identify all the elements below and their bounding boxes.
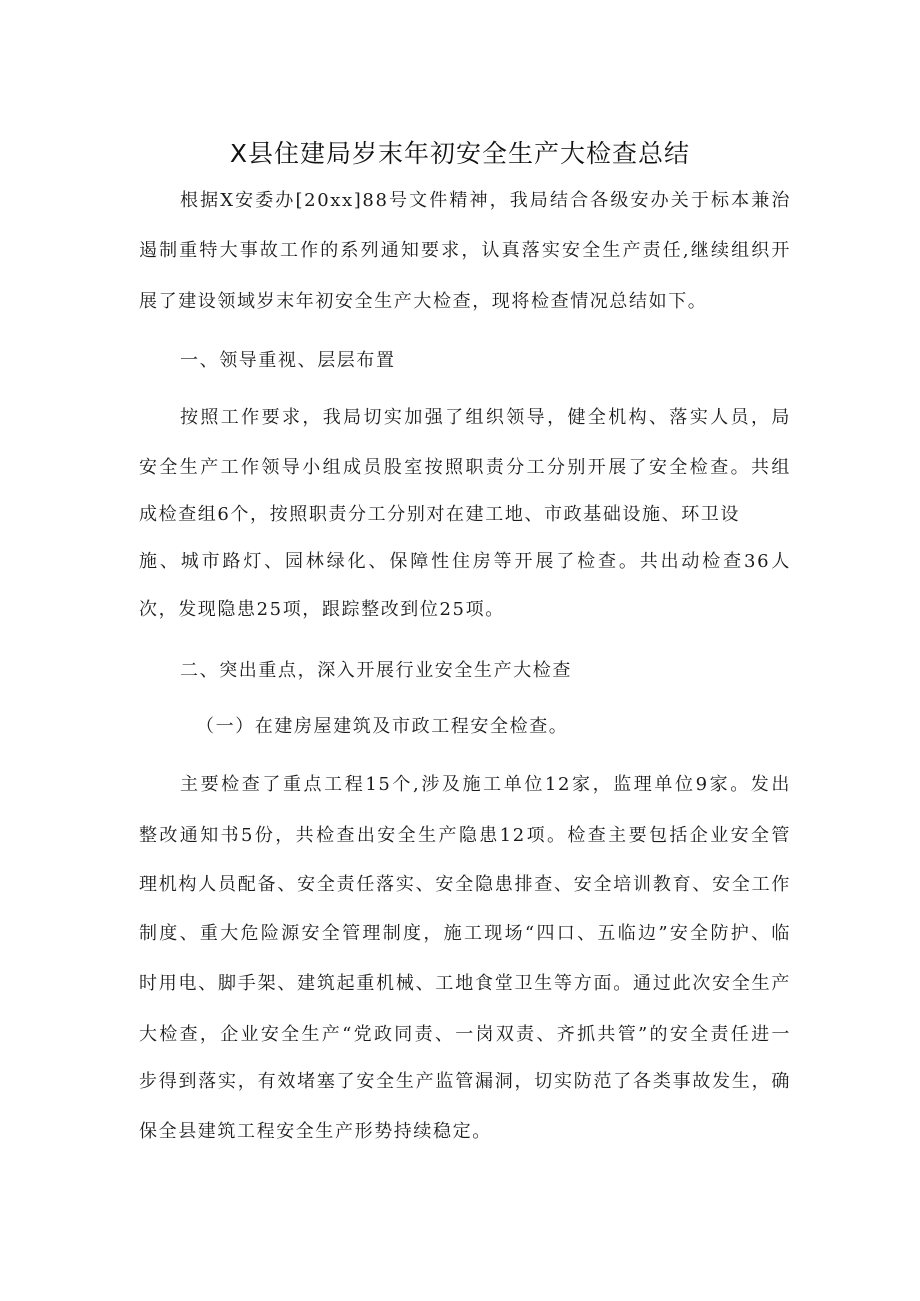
section1-heading: 一、领导重视、层层布置 — [180, 350, 396, 371]
document-title: X县住建局岁末年初安全生产大检查总结 — [229, 139, 691, 168]
intro-line-3: 展了建设领域岁末年初安全生产大检查，现将检查情况总结如下。 — [139, 291, 708, 312]
section1-line-4: 施、城市路灯、园林绿化、保障性住房等开展了检查。共出动检查36人 — [139, 551, 791, 572]
section1-line-2: 安全生产工作领导小组成员股室按照职责分工分别开展了安全检查。共组 — [139, 457, 791, 478]
intro-line-1: 根据X安委办[20xx]88号文件精神，我局结合各级安办关于标本兼治 — [180, 190, 791, 211]
section2-line-4: 制度、重大危险源安全管理制度，施工现场“四口、五临边”安全防护、临 — [139, 923, 791, 944]
section1-line-5: 次，发现隐患25项，跟踪整改到位25项。 — [139, 599, 505, 620]
section2-heading: 二、突出重点，深入开展行业安全生产大检查 — [180, 660, 572, 681]
section2-line-6: 大检查，企业安全生产“党政同责、一岗双责、齐抓共管”的安全责任进一 — [139, 1024, 791, 1045]
section2-line-3: 理机构人员配备、安全责任落实、安全隐患排查、安全培训教育、安全工作 — [139, 874, 791, 895]
section2-line-7: 步得到落实，有效堵塞了安全生产监管漏洞，切实防范了各类事故发生，确 — [139, 1071, 791, 1092]
section1-line-3: 成检查组6个，按照职责分工分别对在建工地、市政基础设施、环卫设 — [139, 504, 741, 525]
section1-line-1: 按照工作要求，我局切实加强了组织领导，健全机构、落实人员，局 — [180, 407, 791, 428]
section2-line-8: 保全县建筑工程安全生产形势持续稳定。 — [139, 1121, 492, 1142]
intro-line-2: 遏制重特大事故工作的系列通知要求，认真落实安全生产责任,继续组织开 — [139, 240, 791, 261]
section2-subheading: （一）在建房屋建筑及市政工程安全检查。 — [196, 716, 569, 737]
section2-line-1: 主要检查了重点工程15个,涉及施工单位12家，监理单位9家。发出 — [180, 774, 791, 795]
section2-line-2: 整改通知书5份，共检查出安全生产隐患12项。检查主要包括企业安全管 — [139, 825, 791, 846]
section2-line-5: 时用电、脚手架、建筑起重机械、工地食堂卫生等方面。通过此次安全生产 — [139, 973, 791, 994]
